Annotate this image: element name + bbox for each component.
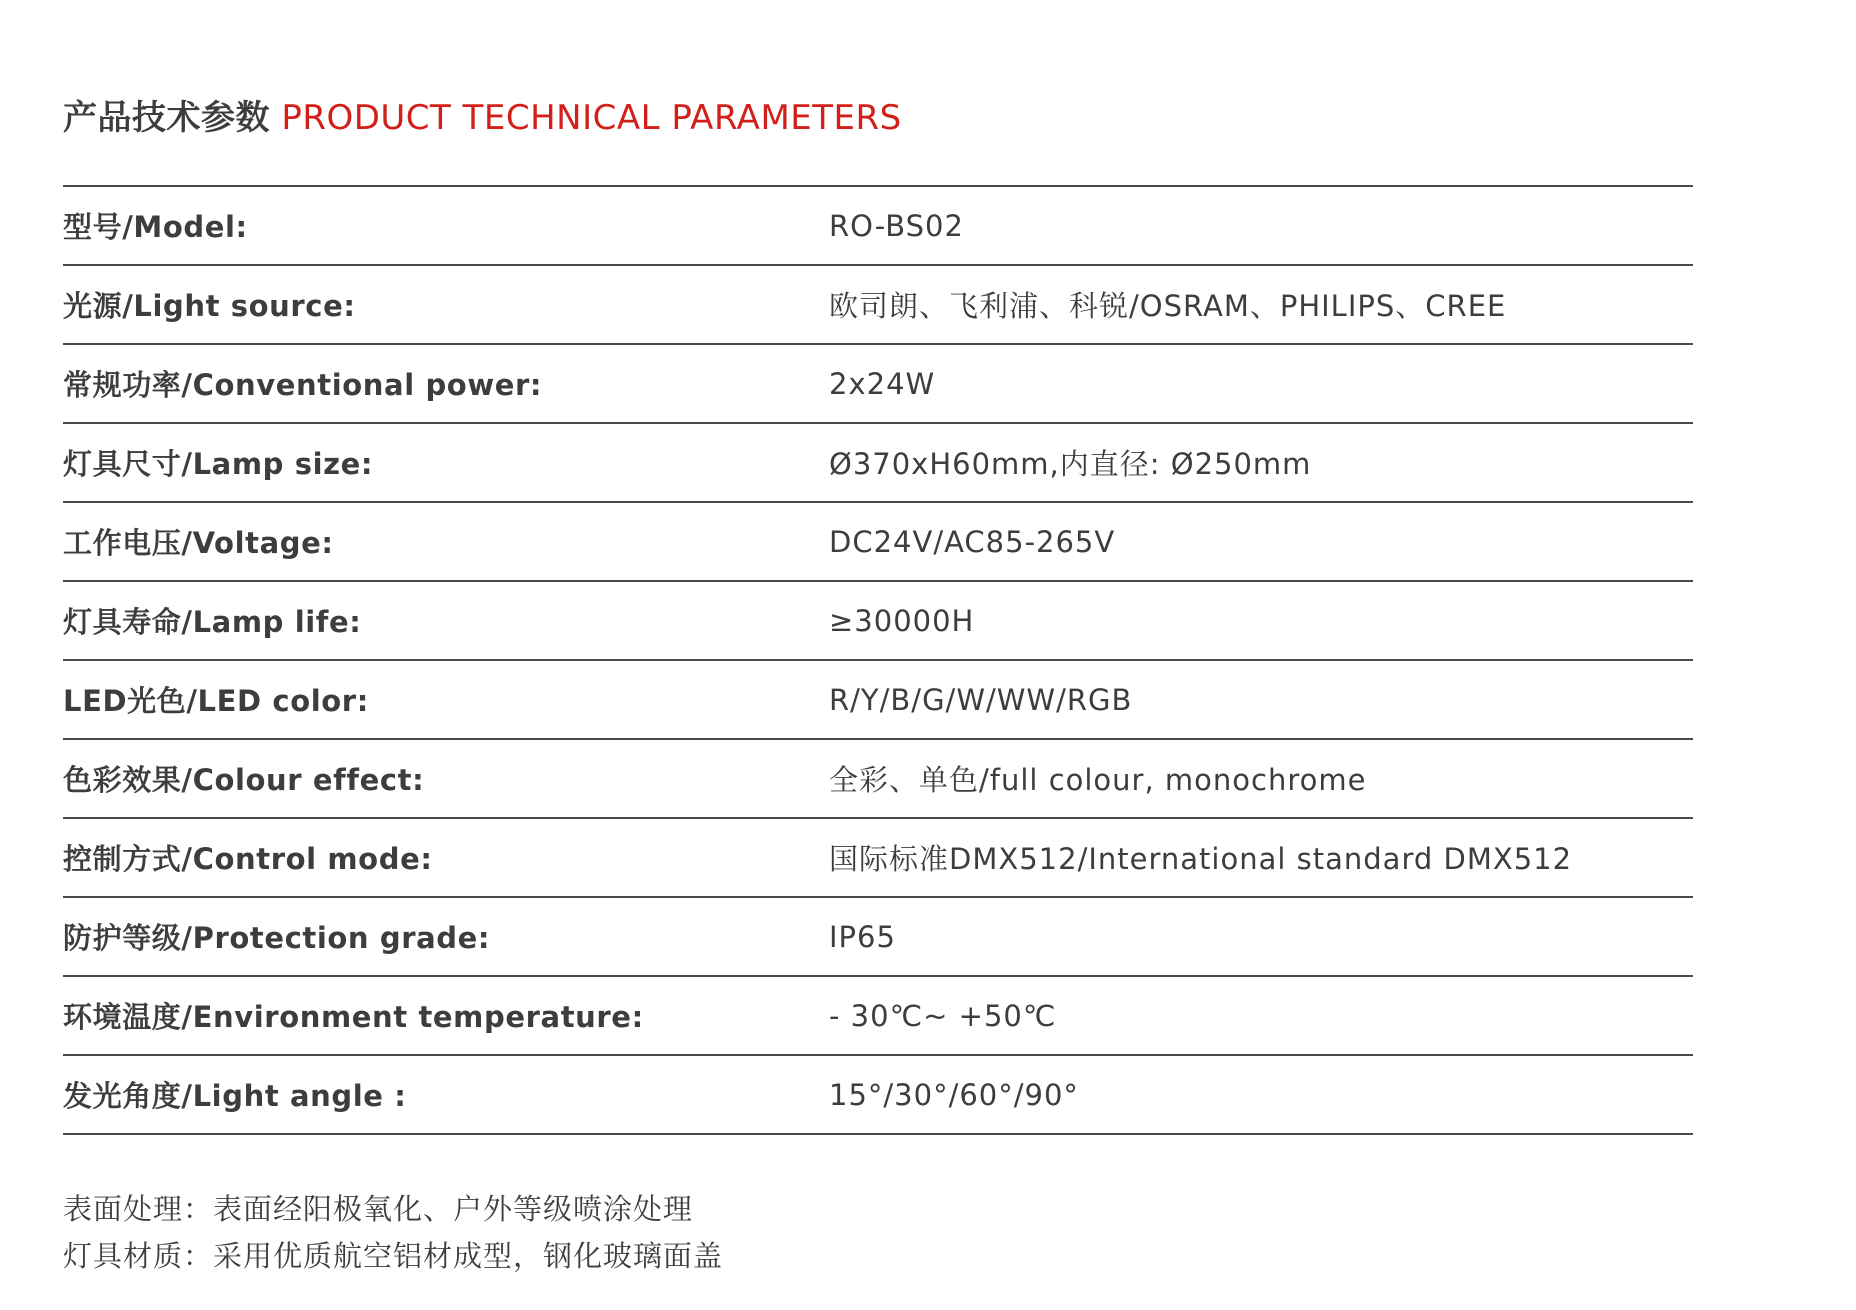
table-row bbox=[63, 977, 1693, 1056]
table-row bbox=[63, 424, 1693, 503]
row-value: IP65 bbox=[829, 919, 896, 954]
row-label: 环境温度/Environment temperature: bbox=[63, 1000, 644, 1034]
page-title-en: PRODUCT TECHNICAL PARAMETERS bbox=[281, 98, 902, 138]
row-label: 光源/Light source: bbox=[63, 289, 356, 323]
row-label: 控制方式/Control mode: bbox=[63, 842, 433, 876]
row-value: Ø370xH60mm,内直径: Ø250mm bbox=[829, 447, 1312, 481]
row-label: 常规功率/Conventional power: bbox=[63, 368, 543, 402]
table-row bbox=[63, 1056, 1693, 1135]
row-label: 发光角度/Light angle : bbox=[63, 1079, 407, 1113]
row-label: LED光色/LED color: bbox=[63, 684, 369, 718]
row-label: 型号/Model: bbox=[63, 210, 248, 244]
row-value: RO-BS02 bbox=[829, 208, 964, 243]
page-title-zh: 产品技术参数 bbox=[63, 98, 270, 138]
row-value: 2x24W bbox=[829, 366, 936, 401]
row-value: 国际标准DMX512/International standard DMX512 bbox=[829, 842, 1573, 876]
row-value: 全彩、单色/full colour, monochrome bbox=[829, 763, 1367, 797]
table-row bbox=[63, 898, 1693, 977]
notes bbox=[63, 1186, 723, 1280]
row-value: 15°/30°/60°/90° bbox=[829, 1077, 1079, 1112]
row-label: 灯具寿命/Lamp life: bbox=[63, 605, 362, 639]
note-material: 灯具材质：采用优质航空铝材成型，钢化玻璃面盖 bbox=[63, 1239, 724, 1273]
table-row bbox=[63, 661, 1693, 740]
row-value: R/Y/B/G/W/WW/RGB bbox=[829, 682, 1133, 717]
row-value: DC24V/AC85-265V bbox=[829, 524, 1116, 559]
row-value: - 30℃~ +50℃ bbox=[829, 998, 1057, 1033]
page-title bbox=[63, 96, 902, 140]
row-value: 欧司朗、飞利浦、科锐/OSRAM、PHILIPS、CREE bbox=[829, 289, 1507, 323]
row-value: ≥30000H bbox=[829, 603, 975, 638]
row-label: 工作电压/Voltage: bbox=[63, 526, 334, 560]
table-row bbox=[63, 345, 1693, 424]
table-row bbox=[63, 503, 1693, 582]
parameters-table bbox=[63, 185, 1693, 1135]
note-surface-treatment: 表面处理：表面经阳极氧化、户外等级喷涂处理 bbox=[63, 1192, 694, 1226]
table-row bbox=[63, 582, 1693, 661]
table-row bbox=[63, 187, 1693, 266]
table-row bbox=[63, 740, 1693, 819]
row-label: 灯具尺寸/Lamp size: bbox=[63, 447, 374, 481]
row-label: 色彩效果/Colour effect: bbox=[63, 763, 425, 797]
table-row bbox=[63, 819, 1693, 898]
row-label: 防护等级/Protection grade: bbox=[63, 921, 491, 955]
table-row bbox=[63, 266, 1693, 345]
